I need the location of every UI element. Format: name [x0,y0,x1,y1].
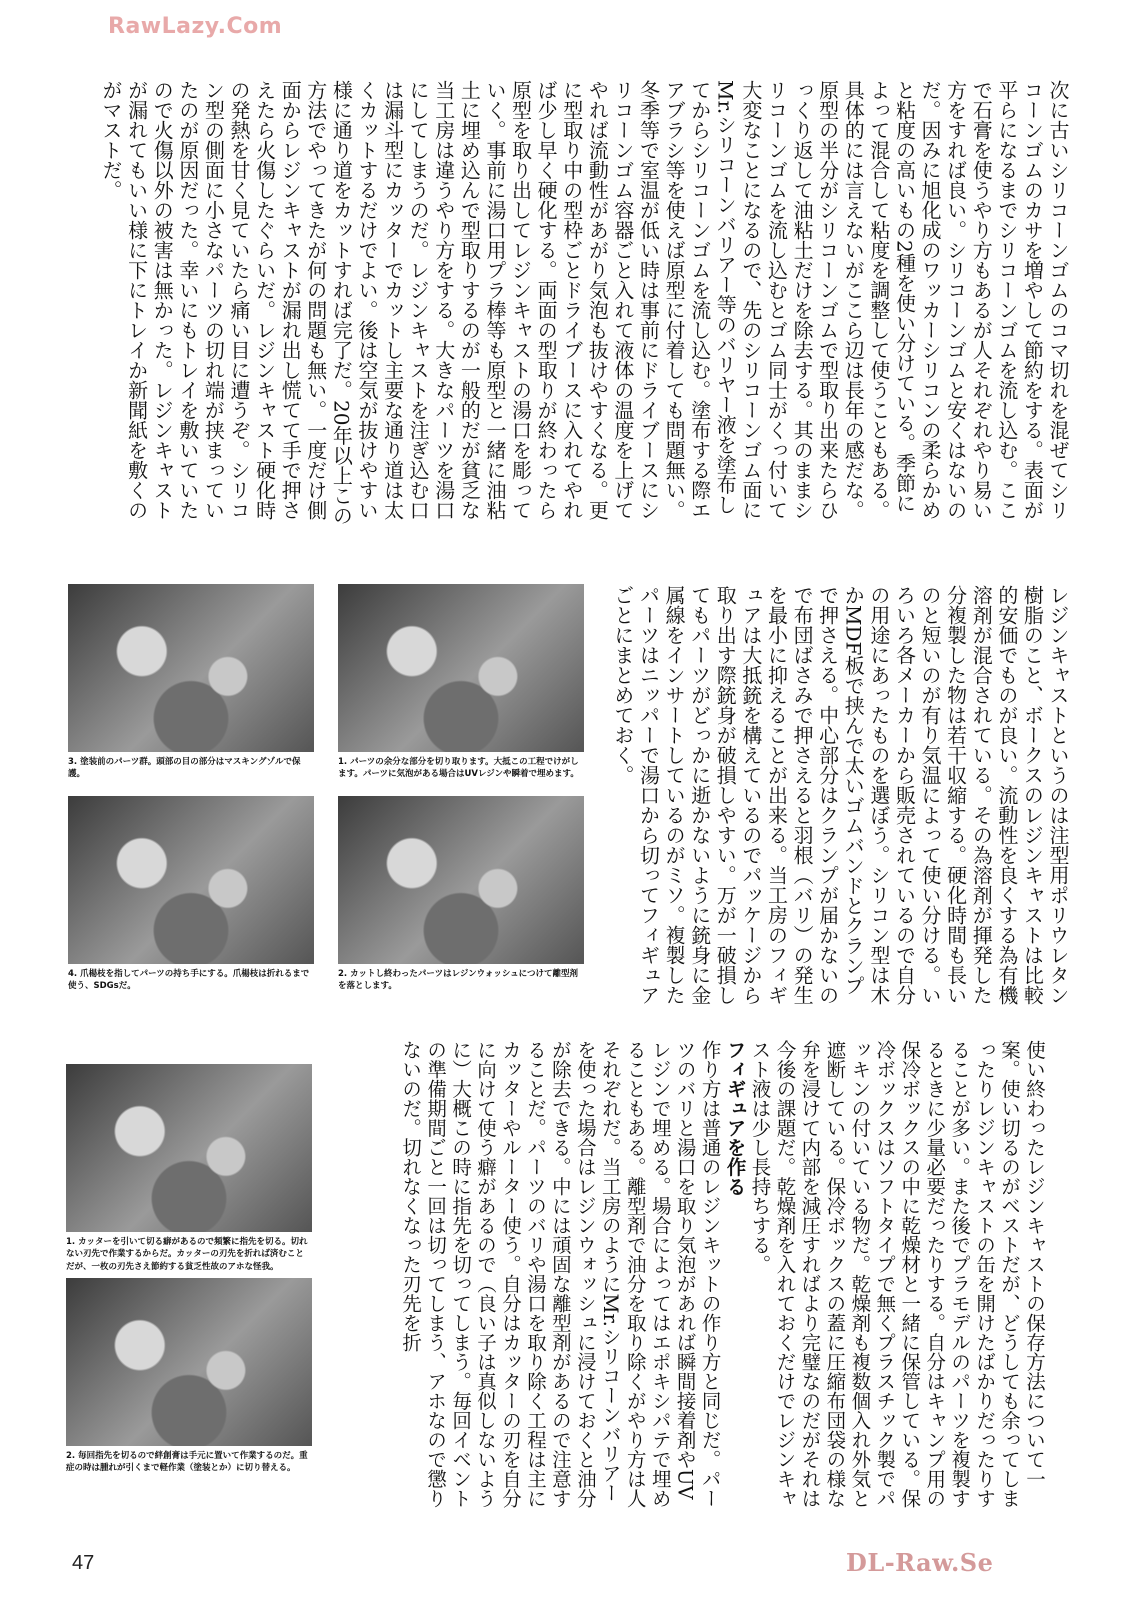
article-block-top [70,80,1070,530]
photo-resin-wash [338,796,584,964]
caption-photo-3: 3. 塗装前のパーツ群。頭部の目の部分はマスキングゾルで保護。 [68,757,301,780]
caption-photo-4: 4. 爪楊枝を指してパーツの持ち手にする。爪楊枝は折れるまで使う、SDGsだ。 [68,969,310,992]
article-text-bottom: 使い終わったレジンキャストの保存方法について一案。使い切るのがベストだが、どうしても余ってしまったりレジンキャストの缶を開けたばかりだったりすることが多い。また後でプラモデルのパーツを複製するときに少量必要だったりする。自分はキャンプ用の保冷ボックスの中に乾燥材と一緒に保管している。保冷ボックスはソフトタイプで無くプラスチック製でパッキンの付いている物だ。乾燥剤も複数個入れ外気と遮断している。保冷ボックスの蓋に圧縮布団袋の様な弁を浸けて内部を減圧すればより完璧なのだがそれは今後の課題だ。乾燥剤を入れておくだけでレジンキャスト液は少し長持ちする。 [748,1040,1046,1508]
photo-cutting-parts [338,584,584,752]
photo-toothpick-holders [68,796,314,964]
caption-photo-bottom-1: 1. カッターを引いて切る癖があるので頻繁に指先を切る。切れない刃先で作業するからだ。カッターの刃先を折れば済むことだが、一枚の刃先さえ節約する貧乏性故のアホな怪我。 [66,1237,308,1272]
caption-photo-1: 1. パーツの余分な部分を切り取ります。大抵この工程でけがします。パーツに気泡がある場合はUVレジンや瞬着で埋めます。 [338,757,579,780]
article-text-mid: レジンキャストというのは注型用ポリウレタン樹脂のこと、ボークスのレジンキャストは比較的安価でものが良い。流動性を良くする為有機溶剤が混合されている。その為溶剤が揮発した分複製した物は若干収縮する。硬化時間も長いのと短いのが有り気温によって使い分ける。いろいろ各メーカーから販売されているので自分の用途にあったものを選ぼう。シリコン型は木かMDF板で挟んで太いゴムバンドとクランプで押さえる。中心部分はクランプが届かないので布団ばさみで押さえると羽根（バリ）の発生を最小に抑えることが出来る。当工房のフィギュアは大抵銃を構えているのでパッケージから取り出す際銃身が破損しやすい。万が一破損してもパーツがどっかに逝かないように銃身に金属線をインサートしているのがミソ。複製したパーツはニッパーで湯口から切ってフィギュアごとにまとめておく。 [610,585,1070,1005]
page-number: 47 [72,1552,95,1574]
watermark-top: RawLazy.Com [108,14,283,39]
section-heading: フィギュアを作る [723,1040,747,1196]
caption-photo-bottom-2: 2. 毎回指先を切るので絆創膏は手元に置いて作業するのだ。重症の時は腫れが引くまで軽作業（塗装とか）に切り替える。 [66,1451,308,1474]
article-text-bottom-2: 作り方は普通のレジンキットの作り方と同じだ。パーツのバリと湯口を取り気泡があれば瞬間接着剤やUVレジンで埋める。場合によってはエポキシパテで埋めることもある。離型剤で油分を取り除くがやり方は人それぞれだ。当工房のようにMr.シリコーンバリアーを使った場合はレジンウォッシュに浸けておくと油分が除去できる。中には頑固な離型剤があるので注意することだ。パーツのバリや湯口を取り除く工程は主にカッターやルーター使う。自分はカッターの刃を自分に向けて使う癖があるので（良い子は真似しないように）大概この時に指先を切ってしまう。毎回イベントの準備期間ごと一回は切ってしまう、アホなので懲りないのだ。切れなくなった刃先を折 [399,1040,722,1508]
caption-photo-2: 2. カットし終わったパーツはレジンウォッシュにつけて離型剤を落とします。 [338,969,578,992]
photo-parts-before-painting [68,584,314,752]
article-block-mid [600,585,1070,1015]
watermark-bottom: DL-Raw.Se [846,1548,994,1577]
article-text-top: 次に古いシリコーンゴムのコマ切れを混ぜてシリコーンゴムのカサを増やして節約をする。表面が平らになるまでシリコーンゴムを流し込む。ここで石膏を使うやり方もあるが人それぞれやり易い方をすれば良い。シリコーンゴムと安くはないのだ。因みに旭化成のワッカーシリコンの柔らかめと粘度の高いもの2種を使い分けている。季節によって混合して粘度を調整して使うこともある。具体的には言えないがここら辺は長年の感だな。原型の半分がシリコーンゴムで型取り出来たらひっくり返して油粘土だけを除去する。其のままシリコーンゴムを流し込むとゴム同士がくっ付いて大変なことになるので、先のシリコーンゴム面にMr.シリコーンバリアー等のバリヤー液を塗布してからシリコーンゴムを流し込む。塗布する際エアブラシ等を使えば原型に付着しても問題無い。冬季等で室温が低い時は事前にドライブースにシリコーンゴム容器ごと入れて液体の温度を上げてやれば流動性があがり気泡も抜けやすくなる。更に型取り中の型枠ごとドライブースに入れてやれば少し早く硬化する。両面の型取りが終わったら原型を取り出してレジンキャストの湯口を彫っていく。事前に湯口用プラ棒等も原型と一緒に油粘土に埋め込んで型取りするのが一般的だが貧乏な当工房は違うやり方をする。大きなパーツを湯口にしてしまうのだ。レジンキャストを注ぎ込む口は漏斗型にカッターでカットし主要な通り道は太くカットするだけでよい。後は空気が抜けやすい様に通り道をカットすれば完了だ。20年以上この方法でやってきたが何の問題も無い。一度だけ側面からレジンキャストが漏れ出し慌てて手で押さえたら火傷したぐらいだ。レジンキャスト硬化時の発熱を甘く見ていたら痛い目に遭うぞ。シリコン型の側面に小さなパーツの切れ端が挟まっていたのが原因だった。幸いにもトレイを敷いていたので火傷以外の被害は無かった。レジンキャストが漏れてもいい様に下にトレイか新聞紙を敷くのがマストだ。 [99,80,1070,526]
article-block-bottom [66,1040,1046,1510]
